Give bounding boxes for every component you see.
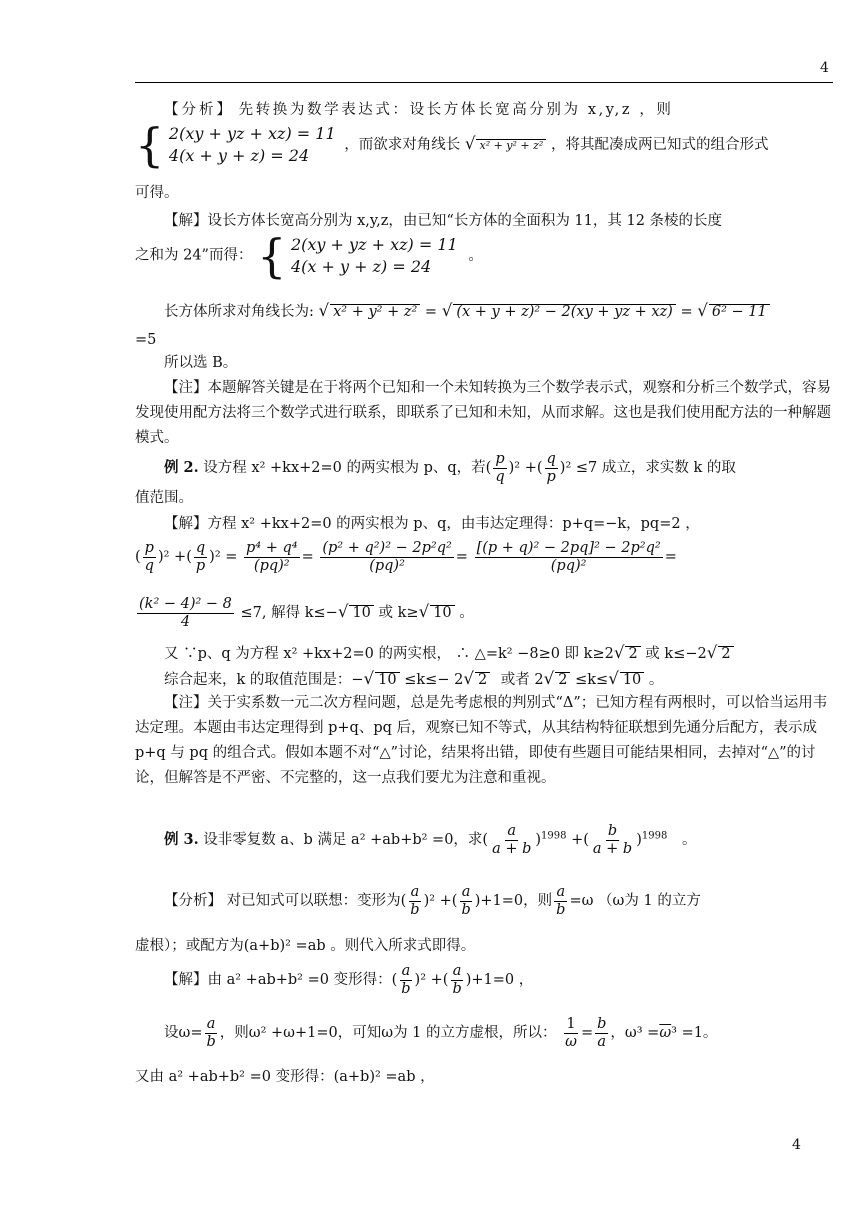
radical-sign: √ (318, 301, 330, 320)
fraction-p-over-q: $\frac{p}{q}$ (144, 540, 154, 574)
example-text-c: )² ≤7 成立，求实数 k 的取 (559, 460, 736, 477)
system-line-2: 4(x + y + z) = 24 (290, 257, 432, 276)
diagonal-prefix: 长方体所求对角线长为: (164, 304, 314, 320)
system-line-1: 2(xy + yz + xz) = 11 (168, 124, 336, 143)
solution-label: 【解】 (164, 213, 208, 229)
note-text: 关于实系数一元二次方程问题，总是先考虑根的判别式“Δ”；已知方程有两根时，可以恰当运用韦达定理。本题由韦达定理得到 p+q、pq 后，观察已知不等式，从其结构特征联想到先通分后配方，表示成 p+q 与 pq 的组合式。假如本题不对“△”讨论，结果将出错，即使有些题目可能结果相同，去掉对“△”的讨论，但解答是不严密、不完整的，这一点我们要尤为注意和重视。 (135, 695, 828, 786)
solution-1-line-5 (135, 351, 833, 376)
analysis-text: 先转换为数学表达式：设长方体长宽高分别为 x,y,z ，则 (238, 102, 674, 118)
solution-text-a: 设长方体长宽高分别为 x,y,z，由已知“长方体的全面积为 11，其 12 条棱的长度 (207, 213, 723, 229)
example-label: 例 2. (164, 459, 199, 477)
analysis-text-a: 对已知式可以联想：变形为( (226, 893, 407, 910)
fraction-4: $\frac{\text{(k² − 4)² − 8}}{4}$ (139, 596, 232, 630)
range-text-d: ≤k≤ (575, 672, 609, 688)
sqrt-2: (x + y + z)² − 2(xy + yz + xz) (453, 304, 676, 321)
page-number-top: 4 (820, 60, 829, 76)
solution-label: 【解】 (164, 516, 208, 532)
solution-1-line-2 (135, 229, 833, 283)
page-number-bottom: 4 (792, 1137, 801, 1153)
fraction-q-over-p: $\frac{q}{p}$ (546, 451, 556, 485)
discriminant-text: 又 ∵p、q 为方程 x² +kx+2=0 的两实根， ∴ △=k² −8≥0 即 k≥2 (164, 646, 614, 662)
solution-2-line-2: ( $\frac{p}{q}$ )² +( $\frac{q}{p}$ )² = $\frac{\text{p⁴ + q⁴}}{\text{(pq)²}}$ = $\frac{\text{(p² + q²)² − 2p²q²}}{\text{(pq)²}}$ = $\frac{\text{[(p + q)² − 2pq]² − 2p²q²}}{\text{(pq)²}}$ = (135, 540, 677, 574)
analysis-label: 【分析】 (164, 893, 222, 910)
equation-system (169, 123, 336, 167)
example-text-a: 设非零复数 a、b 满足 a² +ab+b² =0，求( (203, 832, 489, 849)
note-text: 本题解答关键是在于将两个已知和一个未知转换为三个数学表示式，观察和分析三个数学式，容易发现使用配方法将三个数学式进行联系，即联系了已知和未知，从而求解。这也是我们使用配方法的一种解题模式。 (135, 380, 831, 446)
analysis-1-line-1 (135, 98, 833, 123)
example-text-a: 设方程 x² +kx+2=0 的两实根为 p、q，若( (203, 460, 492, 477)
solution-text-a: 方程 x² +kx+2=0 的两实根为 p、q，由韦达定理得：p+q=−k，pq=2 ， (207, 516, 700, 532)
solution-text-a: 由 a² +ab+b² =0 变形得：( (207, 972, 398, 989)
solution-2-line-5: 综合起来，k 的取值范围是：−√ 10 ≤k≤− 2√ 2 或者 2√ 2 ≤k≤√ 10 。 (164, 669, 664, 688)
solution-3-line-1: 【解】由 a² +ab+b² =0 变形得：( $\frac{a}{b}$ )² +( $\frac{a}{b}$ )+1=0 ， (164, 963, 534, 997)
solution-2-line-3: $\frac{\text{(k² − 4)² − 8}}{4}$ ≤7, 解得 k≤−√ 10 或 k≥√ 10 。 (139, 596, 474, 630)
solution-text-b: 之和为 24”而得： (135, 247, 253, 264)
example-text-b: )² +( (508, 460, 543, 477)
example-3-line: 例 3. 设非零复数 a、b 满足 a² +ab+b² =0，求( $\frac{a}{a + b}$ )$^{1998}$ +( $\frac{b}{a + b}$ )$^{1998}$ 。 (164, 823, 697, 857)
example-text-d: 值范围。 (135, 490, 193, 506)
example-2-line-2 (135, 486, 833, 511)
fraction-a-over-a-plus-b: $\frac{a}{a + b}$ (492, 823, 532, 857)
range-text-b: ≤k≤− 2 (404, 672, 464, 688)
solution-text-c: 。 (468, 247, 483, 264)
left-brace: { (257, 229, 287, 283)
analysis-text-c: ，将其配凑成两已知式的组合形式 (550, 137, 769, 153)
system-line-2: 4(x + y + z) = 24 (168, 146, 310, 165)
solution-1-line-4 (135, 328, 833, 353)
system-line-1: 2(xy + yz + xz) = 11 (290, 235, 458, 254)
range-text-a: 综合起来，k 的取值范围是：− (164, 672, 364, 688)
solution-text-b: ≤7, 解得 k≤− (240, 605, 338, 622)
fraction-q-over-p: $\frac{q}{p}$ (195, 540, 206, 574)
range-text-e: 。 (648, 672, 664, 688)
note-label: 【注】 (164, 695, 208, 711)
example-2-line-1 (135, 451, 833, 485)
solution-text-d: 又由 a² +ab+b² =0 变形得：(a+b)² =ab ， (135, 1069, 435, 1085)
analysis-1-line-3 (135, 181, 833, 206)
fraction-2: $\frac{\text{(p² + q²)² − 2p²q²}}{\text{(pq)²}}$ (322, 540, 452, 574)
solution-2-line-4: 又 ∵p、q 为方程 x² +kx+2=0 的两实根， ∴ △=k² −8≥0 即 k≥2√ 2 或 k≤−2√ 2 (135, 640, 833, 667)
solution-text-b: 设ω= (164, 1025, 203, 1042)
sqrt-expression: x² + y² + z² (476, 139, 546, 152)
fraction-1: $\frac{\text{p⁴ + q⁴}}{\text{(pq)²}}$ (246, 540, 298, 574)
solution-label: 【解】 (164, 972, 208, 989)
header-rule (135, 82, 833, 83)
radical-sign: √ (441, 301, 453, 320)
equation-system (291, 234, 458, 278)
sqrt-1: x² + y² + z² (330, 304, 420, 321)
analysis-text-e: 虚根）；或配方为(a+b)² =ab 。则代入所求式即得。 (135, 938, 476, 954)
fraction-p-over-q: $\frac{p}{q}$ (495, 451, 505, 485)
sqrt-3: 6² − 11 (709, 304, 770, 321)
example-text-d: 。 (681, 832, 697, 849)
diagonal-result: =5 (135, 332, 157, 348)
range-text-c: 或者 2 (500, 672, 544, 688)
solution-2-line-1 (135, 512, 833, 537)
note-label: 【注】 (164, 380, 208, 396)
radical-sign: √ (464, 134, 476, 153)
solution-text-c: 或 k≥ (378, 605, 419, 622)
example-label: 例 3. (164, 831, 199, 849)
analysis-1-line-2 (135, 118, 833, 172)
solution-3-line-2: 设ω= $\frac{a}{b}$ ，则ω² +ω+1=0，可知ω为 1 的立方虚根，所以： $\frac{1}{\omega}$ = $\frac{b}{a}$ ，$\omega^3 =\overline{\omega}^3 =1$。 (164, 1016, 718, 1050)
radical-sign: √ (697, 301, 708, 320)
note-2 (135, 691, 833, 791)
analysis-3-line-2 (135, 934, 833, 959)
analysis-text-d: 可得。 (135, 185, 179, 201)
note-1 (135, 376, 833, 451)
solution-text-d: 。 (459, 605, 474, 622)
solution-1-line-3: 长方体所求对角线长为: √ x² + y² + z² = √ (x + y + z)² − 2(xy + yz + xz) = √ 6² − 11 (135, 298, 833, 325)
fraction-b-over-a-plus-b: $\frac{b}{a + b}$ (592, 823, 633, 857)
solution-1-line-1 (135, 209, 833, 234)
answer-choice: 所以选 B。 (164, 355, 238, 371)
left-brace: { (135, 118, 165, 172)
analysis-text-b: ，而欲求对角线长 (344, 137, 461, 153)
analysis-3-line-1: 【分析】 对已知式可以联想：变形为( $\frac{a}{b}$ )² +( $\frac{a}{b}$ )+1=0，则 $\frac{a}{b}$ =ω （ω为 1 的立方 (164, 884, 701, 918)
fraction-3: $\frac{\text{[(p + q)² − 2pq]² − 2p²q²}}{\text{(pq)²}}$ (476, 540, 661, 574)
analysis-label: 【分析】 (164, 102, 234, 118)
solution-text-c: ，则ω² +ω+1=0，可知ω为 1 的立方虚根，所以： (219, 1025, 557, 1042)
discriminant-text-b: 或 k≤−2 (645, 646, 707, 662)
solution-3-line-3 (135, 1065, 833, 1090)
